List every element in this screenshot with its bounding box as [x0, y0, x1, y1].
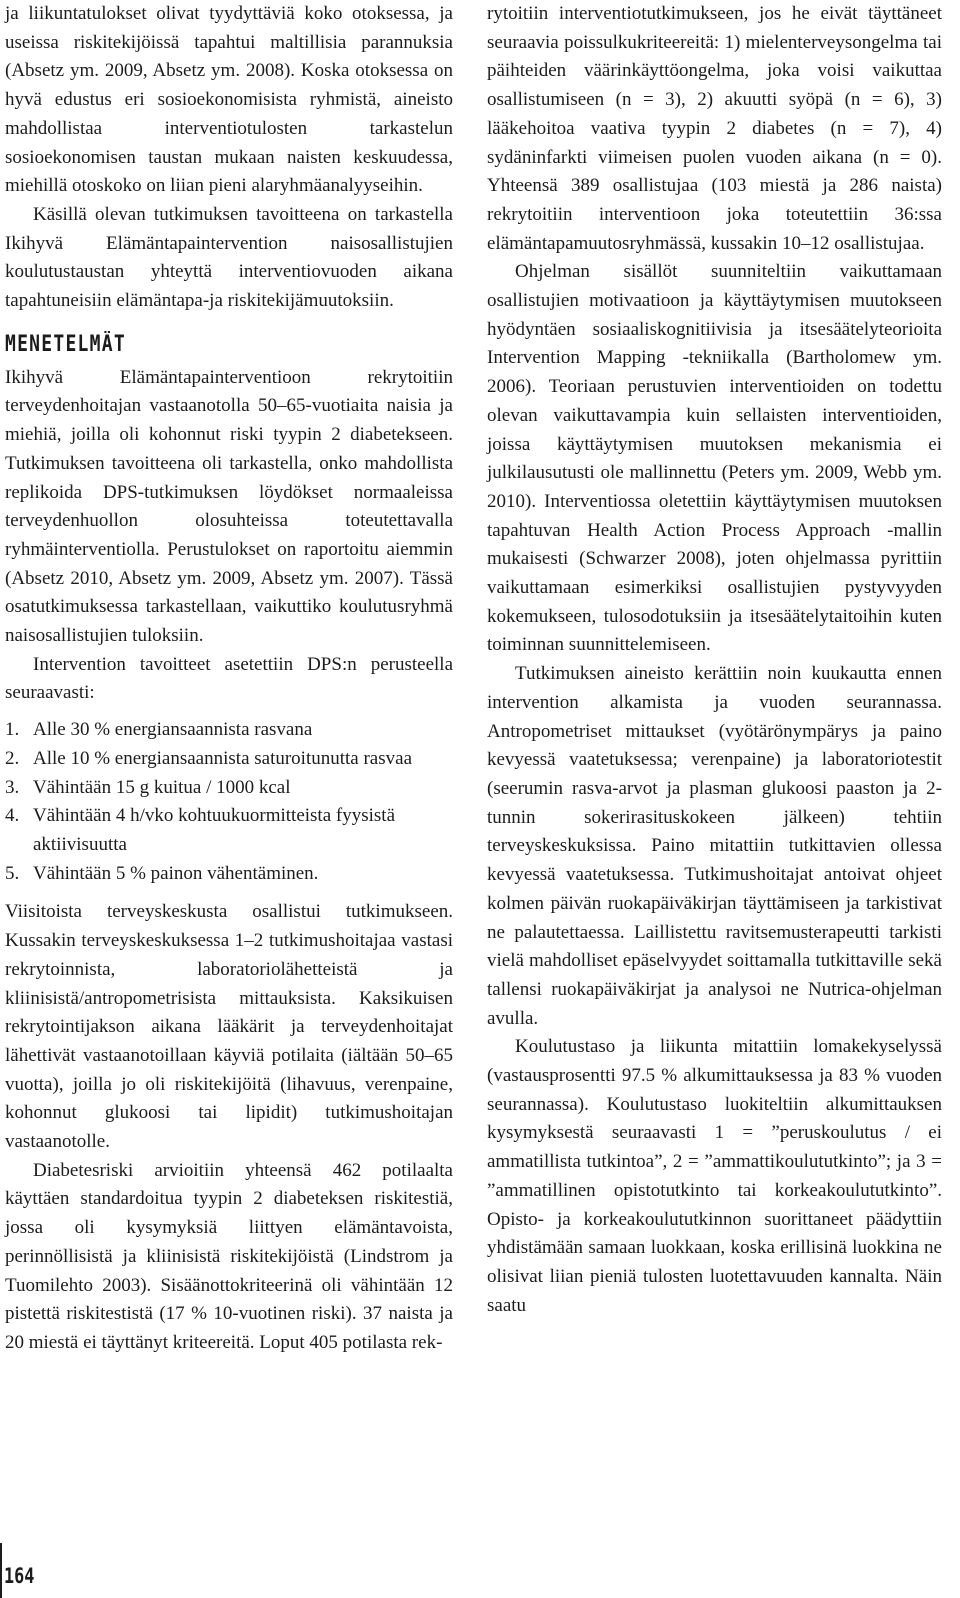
- list-item: [5, 745, 453, 774]
- paragraph: Ikihyvä Elämäntapainterventioon rekrytoitiin terveydenhoitajan vastaanotolla 50–65-vuotiaita naisia ja miehiä, joilla oli kohonnut riski tyypin 2 diabetekseen. Tutkimuksen tavoitteena oli tarkastella, onko mahdollista replikoida DPS-tutkimuksen löydökset normaaleissa terveydenhuollon olosuhteissa toteutettavalla ryhmäinterventiolla. Perustulokset on raportoitu aiemmin (Absetz 2010, Absetz ym. 2009, Absetz ym. 2007). Tässä osatutkimuksessa tarkastellaan, vaikuttiko koulutusryhmä naisosallistujien tuloksiin.: [5, 366, 453, 647]
- list-item: [5, 774, 453, 803]
- paragraph: Koulutustaso ja liikunta mitattiin lomakekyselyssä (vastausprosentti 97.5 % alkumittauksessa ja 83 % vuoden seurannassa). Koulutustaso luokiteltiin alkumittauksen kysymyksestä seuraavasti 1 = ”peruskoulutus / ei ammatillista tutkintoa”, 2 = ”ammattikoulututkinto”; ja 3 = ”ammatillinen opistotutkinto tai korkeakoulututkinto”. Opisto- ja korkeakoulututkinnon suorittaneet päädyttiin yhdistämään samaan luokkaan, koska erillisinä luokkina ne olisivat liian pieniä tulosten luotettavuuden kannalta. Näin saatu: [487, 1036, 942, 1316]
- list-item-text: Vähintään 5 % painon vähentäminen.: [33, 862, 319, 884]
- goals-list: [5, 716, 453, 888]
- list-item: [5, 716, 453, 745]
- list-item-number: 5.: [5, 862, 20, 884]
- list-item-number: 1.: [5, 719, 20, 741]
- margin-rule: [0, 1543, 2, 1598]
- list-item-text: Vähintään 15 g kuitua / 1000 kcal: [33, 776, 291, 798]
- paragraph: Diabetesriski arvioitiin yhteensä 462 potilaalta käyttäen standardoitua tyypin 2 diabeteksen riskitestiä, jossa oli kysymyksiä liittyen elämäntavoista, perinnöllisistä ja kliinisistä riskitekijöistä (Lindstrom ja Tuomilehto 2003). Sisäänottokriteerinä oli vähintään 12 pistettä riskitestistä (17 % 10-vuotinen riski). 37 naista ja 20 miestä ei täyttänyt kriteereitä. Loput 405 potilasta rek-: [5, 1159, 453, 1353]
- list-item-text: Vähintään 4 h/vko kohtuukuormitteista fyysistä aktiivisuutta: [33, 805, 396, 855]
- list-item-number: 3.: [5, 776, 20, 798]
- paragraph: Käsillä olevan tutkimuksen tavoitteena on tarkastella Ikihyvä Elämäntapaintervention naisosallistujien koulutustaustan yhteyttä interventiovuoden aikana tapahtuneisiin elämäntapa-ja riskitekijämuutoksiin.: [5, 203, 453, 312]
- list-item-text: Alle 30 % energiansaannista rasvana: [33, 719, 313, 741]
- list-item: [5, 802, 453, 859]
- list-item: [5, 860, 453, 889]
- paragraph: Viisitoista terveyskeskusta osallistui tutkimukseen. Kussakin terveyskeskuksessa 1–2 tutkimushoitajaa vastasi rekrytoinnista, laboratoriolähetteistä ja kliinisistä/antropometrisista mittauksista. Kaksikuisen rekrytointijakson aikana lääkärit ja terveydenhoitajat lähettivät vastaanotoillaan käyviä potilaita (iältään 50–65 vuotta), joilla jo oli riskitekijöitä (lihavuus, verenpaine, kohonnut glukoosi tai lipidit) tutkimushoitajan vastaanotolle.: [5, 901, 453, 1153]
- paragraph: Ohjelman sisällöt suunniteltiin vaikuttamaan osallistujien motivaatioon ja käyttäytymisen muutokseen hyödyntäen sosiaaliskognitiivisia ja itsesäätelyteorioita Intervention Mapping -tekniikalla (Bartholomew ym. 2006). Teoriaan perustuvien interventioiden on todettu olevan vaikuttavampia kuin sellaisten interventioiden, joissa käyttäytymisen muutoksen mekanismia ei julkilausutusti ole mallinnettu (Peters ym. 2009, Webb ym. 2010). Interventiossa oletettiin käyttäytymisen muutoksen tapahtuvan Health Action Process Approach -mallin mukaisesti (Schwarzer 2008), joten ohjelmassa pyrittiin vaikuttamaan esimerkiksi osallistujien pystyvyyden kokemukseen, tulosodotuksiin ja itsesäätelytaitoihin kuten toiminnan suunnittelemiseen.: [487, 261, 942, 656]
- right-column: [487, 0, 942, 1320]
- list-item-number: 4.: [5, 805, 20, 827]
- paragraph: Intervention tavoitteet asetettiin DPS:n perusteella seuraavasti:: [5, 653, 453, 704]
- paragraph: ja liikuntatulokset olivat tyydyttäviä koko otoksessa, ja useissa riskitekijöissä tapahtui maltillisia parannuksia (Absetz ym. 2009, Absetz ym. 2008). Koska otoksessa on hyvä edustus eri sosioekonomisista ryhmistä, aineisto mahdollistaa interventiotulosten tarkastelun sosioekonomisen taustan mukaan naisten keskuudessa, miehillä otoskoko on liian pieni alaryhmäanalyyseihin.: [5, 3, 453, 197]
- page-number: 164: [4, 1564, 35, 1588]
- list-item-text: Alle 10 % energiansaannista saturoitunutta rasvaa: [33, 747, 412, 769]
- list-item-number: 2.: [5, 747, 20, 769]
- paragraph: rytoitiin interventiotutkimukseen, jos he eivät täyttäneet seuraavia poissulkukriteereitä: 1) mielenterveysongelma tai päihteiden väärinkäyttöongelma, joka voisi vaikuttaa osallistumiseen (n = 3), 2) akuutti syöpä (n = 6), 3) lääkehoitoa vaativa tyypin 2 diabetes (n = 7), 4) sydäninfarkti viimeisen puolen vuoden aikana (n = 0). Yhteensä 389 osallistujaa (103 miestä ja 286 naista) rekrytoitiin interventioon joka toteutettiin 36:ssa elämäntapamuutosryhmässä, kussakin 10–12 osallistujaa.: [487, 3, 942, 254]
- left-column: [5, 0, 453, 1358]
- section-heading: MENETELMÄT: [5, 331, 126, 357]
- paragraph: Tutkimuksen aineisto kerättiin noin kuukautta ennen intervention alkamista ja vuoden seurannassa. Antropometriset mittaukset (vyötärönympärys ja paino kevyessä vaatetuksessa; verenpaine) ja laboratoriotestit (seerumin rasva-arvot ja plasman glukoosi paaston ja 2-tunnin sokerirasituskokeen jälkeen) tehtiin terveyskeskuksissa. Paino mitattiin tutkittavien ollessa kevyessä vaatetuksessa. Tutkimushoitajat antoivat ohjeet kolmen päivän ruokapäiväkirjan täyttämiseen ja tarkistivat ne palautettaessa. Laillistettu ravitsemusterapeutti tarkisti vielä mahdolliset epäselvyydet soittamalla tutkittaville sekä tallensi ruokapäiväkirjat ja analysoi ne Nutrica-ohjelman avulla.: [487, 663, 942, 1029]
